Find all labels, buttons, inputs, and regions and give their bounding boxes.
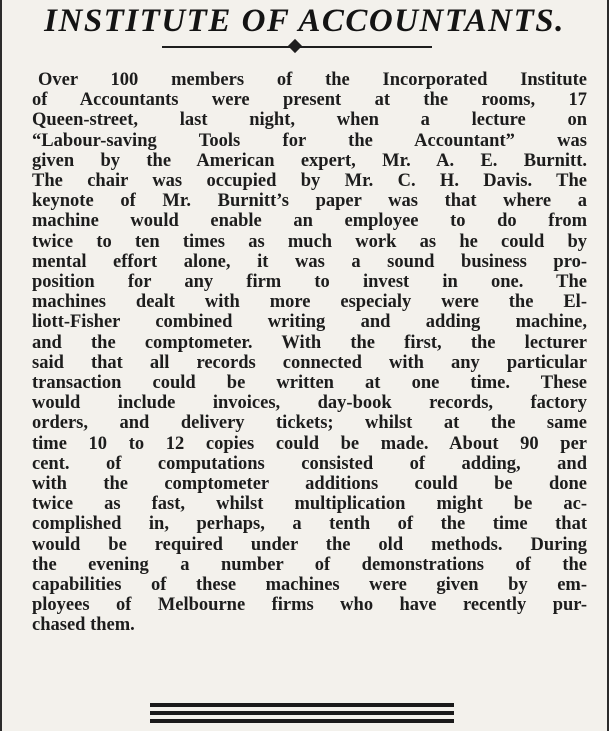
article-line: twice as fast, whilst multiplication might be ac- bbox=[32, 494, 587, 515]
article-line: The chair was occupied by Mr. C. H. Davis. The bbox=[32, 171, 587, 192]
article-line: mental effort alone, it was a sound business pro- bbox=[32, 251, 587, 272]
article-line: Queen-street, last night, when a lecture on bbox=[32, 110, 587, 131]
article-line: would include invoices, day-book records, factory bbox=[32, 393, 587, 414]
article-line: cent. of computations consisted of adding, and bbox=[32, 453, 587, 474]
article-line: keynote of Mr. Burnitt’s paper was that where a bbox=[32, 191, 587, 212]
article-line: said that all records connected with any particular bbox=[32, 352, 587, 373]
article-line: given by the American expert, Mr. A. E. Burnitt. bbox=[32, 150, 587, 171]
diamond-ornament-icon bbox=[288, 39, 302, 53]
article-line: Over 100 members of the Incorporated Institute bbox=[38, 70, 587, 90]
headline-rule-ornament bbox=[162, 40, 432, 54]
end-rule bbox=[150, 703, 454, 707]
article-line: capabilities of these machines were given by em- bbox=[32, 575, 587, 596]
article-line: the evening a number of demonstrations of the bbox=[32, 554, 587, 575]
article-line: machine would enable an employee to do from bbox=[32, 211, 587, 232]
article-line: position for any firm to invest in one. The bbox=[32, 272, 587, 293]
article-body bbox=[32, 70, 587, 636]
article-line: ployees of Melbourne firms who have recently pur- bbox=[32, 595, 587, 616]
article-line: “Labour-saving Tools for the Accountant” was bbox=[32, 130, 587, 151]
article-line: time 10 to 12 copies could be made. About 90 per bbox=[32, 433, 587, 454]
article-line: would be required under the old methods. During bbox=[32, 534, 587, 555]
article-line: and the comptometer. With the first, the lecturer bbox=[32, 332, 587, 353]
article-line: of Accountants were present at the rooms, 17 bbox=[32, 90, 587, 111]
article-line: liott-Fisher combined writing and adding machine, bbox=[32, 312, 587, 333]
end-rule bbox=[150, 719, 454, 723]
article-line: with the comptometer additions could be done bbox=[32, 474, 587, 495]
headline: INSTITUTE OF ACCOUNTANTS. bbox=[44, 3, 565, 39]
article-line: complished in, perhaps, a tenth of the time that bbox=[32, 514, 587, 535]
article-line: transaction could be written at one time. These bbox=[32, 373, 587, 394]
article-line: twice to ten times as much work as he could by bbox=[32, 231, 587, 252]
article-line: machines dealt with more especialy were the El- bbox=[32, 292, 587, 313]
article-line: orders, and delivery tickets; whilst at the same bbox=[32, 413, 587, 434]
article-line: chased them. bbox=[32, 615, 135, 636]
end-rule bbox=[150, 711, 454, 715]
